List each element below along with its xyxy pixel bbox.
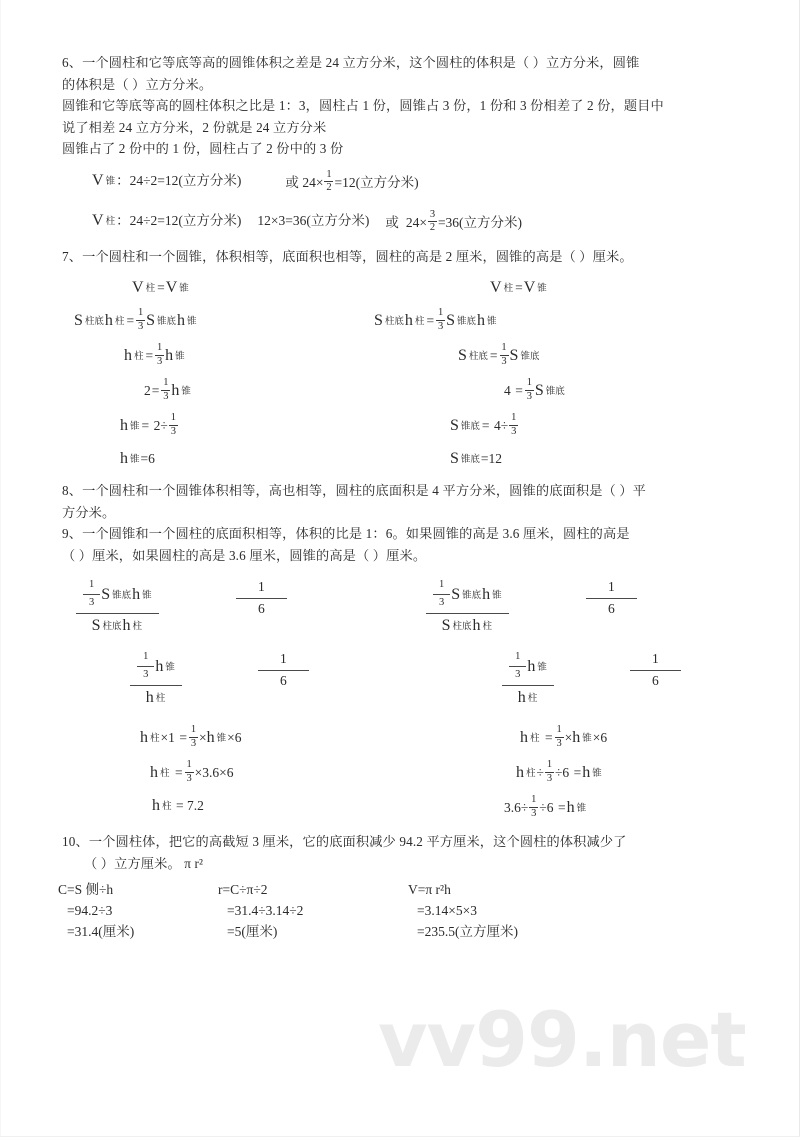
fraction-numerator: 1 <box>531 794 537 805</box>
q9-right-calc-3 <box>504 796 587 820</box>
fraction-numerator: 1 <box>170 412 176 423</box>
h-symbol: h <box>124 347 132 364</box>
h-symbol: h <box>104 312 113 329</box>
fraction-one-third <box>525 378 534 402</box>
multiply-term: ×6 <box>592 730 608 745</box>
equals-sign: = <box>515 280 523 295</box>
fraction-denominator: 3 <box>546 772 553 784</box>
q6-line-1: 6、一个圆柱和它等底等高的圆锥体积之差是 24 立方分米，这个圆柱的体积是（ ）立方分米，圆锥 <box>62 55 640 70</box>
s-symbol: S <box>446 312 455 329</box>
q6-line-5: 圆锥占了 2 份中的 1 份，圆柱占了 2 份中的 3 份 <box>62 141 344 156</box>
fraction-denominator <box>512 686 545 710</box>
colon: ： <box>116 172 130 188</box>
fraction-denominator: 2 <box>326 182 332 193</box>
q10-c2-line-3: =5(厘米) <box>227 924 278 939</box>
alt-suffix: =36(立方分米) <box>437 214 523 230</box>
fraction-denominator <box>140 686 173 710</box>
equals-sign: = <box>515 383 523 398</box>
q6-line-2: 的体积是（ ）立方分米。 <box>62 76 213 92</box>
v-subscript: 柱 <box>145 283 156 294</box>
s-symbol: S <box>374 312 383 329</box>
h-subscript: 锥 <box>186 316 197 327</box>
fraction-denominator: 3 <box>437 320 444 332</box>
q10-c1-line-1: C=S 侧÷h <box>58 882 114 897</box>
fraction-one-third <box>529 795 538 819</box>
q9-line-2: （ ）厘米，如果圆柱的高是 3.6 厘米，圆锥的高是（ ）厘米。 <box>62 547 427 563</box>
s-symbol: S <box>146 312 155 329</box>
v-subscript: 锥 <box>105 175 116 187</box>
fraction-numerator <box>426 577 509 613</box>
q10-column-2 <box>218 879 408 942</box>
fraction-numerator: 1 <box>143 651 149 662</box>
h-symbol: h <box>527 658 536 675</box>
h-symbol: h <box>165 347 174 364</box>
v-symbol: V <box>92 171 104 189</box>
result-value: = 7.2 <box>176 798 204 813</box>
q6-vcyl-row <box>62 208 747 235</box>
s-symbol: S <box>101 586 111 603</box>
v-subscript: 锥 <box>179 283 189 294</box>
problem-10 <box>58 831 747 942</box>
q7-right-eq-3 <box>458 344 540 368</box>
fraction-denominator <box>436 614 499 638</box>
fraction-denominator: 3 <box>186 772 192 784</box>
h-subscript: 锥 <box>175 351 185 362</box>
fraction-denominator: 3 <box>89 596 95 608</box>
s-subscript: 锥底 <box>545 386 565 397</box>
h-symbol: h <box>482 586 491 603</box>
fraction-denominator: 6 <box>608 600 615 616</box>
h-subscript: 锥 <box>181 386 191 397</box>
q7-right-eq-1 <box>490 278 548 298</box>
q7-row-3 <box>62 344 747 368</box>
h-subscript: 锥 <box>130 421 140 432</box>
q9-left-ratio2-fraction <box>130 649 182 710</box>
divide-sign: ÷ <box>536 765 544 780</box>
q10-line-2 <box>62 853 747 875</box>
fraction-one-third <box>161 378 170 402</box>
fraction-denominator: 3 <box>163 390 169 402</box>
fraction-numerator: 1 <box>258 579 265 594</box>
v-subscript: 柱 <box>105 215 116 227</box>
problem-6 <box>62 52 747 235</box>
equals-sign: = <box>481 418 490 433</box>
fraction-denominator: 3 <box>501 355 507 367</box>
h-subscript: 柱 <box>414 316 425 327</box>
h-subscript: 柱 <box>160 768 170 779</box>
q9-ratio-row-1 <box>62 577 747 638</box>
q7-right-eq-6 <box>450 449 502 469</box>
q7-row-1 <box>62 278 747 298</box>
fraction-numerator: 1 <box>163 377 169 388</box>
fraction-denominator: 3 <box>137 320 144 332</box>
s-symbol: S <box>458 347 467 364</box>
q6-vcyl-expr <box>92 211 241 231</box>
v-symbol: V <box>490 279 502 296</box>
s-subscript: 柱底 <box>84 316 104 327</box>
fraction-denominator: 6 <box>652 672 659 688</box>
q8-line-1: 8、一个圆柱和一个圆锥体积相等，高也相等，圆柱的底面积是 4 平方分米，圆锥的底面积是（ ）平 <box>62 483 646 498</box>
fraction-one-third <box>500 343 509 367</box>
h-symbol: h <box>517 689 526 706</box>
q9-left-ratio-fraction <box>76 577 159 638</box>
h-symbol: h <box>132 586 141 603</box>
q7-row-5 <box>62 414 747 438</box>
h-symbol: h <box>472 617 481 634</box>
q6-vcyl-value-1: 24÷2=12(立方分米) <box>129 212 242 228</box>
h-symbol: h <box>122 617 131 634</box>
fraction-one-third <box>555 725 564 749</box>
fraction-three-halves <box>428 210 437 234</box>
q6-vcone-expr <box>92 171 241 191</box>
h-symbol: h <box>582 764 591 781</box>
fraction-one-third <box>436 308 445 332</box>
q9-right-ratio-value <box>586 577 637 620</box>
h-symbol: h <box>176 312 185 329</box>
multiply-term: ×1 <box>160 730 175 745</box>
q7-row-2 <box>62 309 747 333</box>
q6-vcyl-value-2: 12×3=36(立方分米) <box>257 212 370 228</box>
problem-9 <box>62 523 747 820</box>
fraction-numerator: 1 <box>439 579 445 590</box>
q9-line-1: 9、一个圆锥和一个圆柱的底面积相等，体积的比是 1：6。如果圆锥的高是 3.6 厘米，圆柱的高是 <box>62 526 630 541</box>
v-subscript: 锥 <box>537 283 547 294</box>
h-subscript: 锥 <box>216 733 227 744</box>
equals-sign: = <box>545 730 553 745</box>
s-symbol: S <box>450 450 459 467</box>
equals-sign: = <box>151 383 160 398</box>
h-subscript: 锥 <box>130 454 140 465</box>
s-symbol: S <box>534 382 544 399</box>
h-subscript: 柱 <box>114 316 125 327</box>
q10-column-1 <box>58 879 218 942</box>
fraction-denominator: 3 <box>556 737 562 749</box>
v-symbol: V <box>165 279 178 296</box>
fraction-denominator: 6 <box>280 672 287 688</box>
fraction-numerator <box>76 577 159 613</box>
alt-suffix: =12(立方分米) <box>334 174 419 190</box>
h-subscript: 柱 <box>155 693 166 705</box>
h-symbol: h <box>520 729 528 746</box>
h-subscript: 柱 <box>527 693 538 705</box>
s-subscript: 锥底 <box>460 454 480 465</box>
q7-right-eq-5 <box>450 414 519 438</box>
equals-sign: = <box>489 348 498 363</box>
fraction-numerator: 1 <box>546 759 553 770</box>
fraction-one-third <box>155 343 164 367</box>
h-subscript: 锥 <box>592 768 602 779</box>
h-symbol: h <box>572 729 581 746</box>
s-subscript: 柱底 <box>102 621 122 633</box>
v-subscript: 柱 <box>503 283 514 294</box>
h-subscript: 柱 <box>150 733 160 744</box>
fraction-numerator: 1 <box>190 724 197 735</box>
h-subscript: 锥 <box>486 316 497 327</box>
q10-calculations <box>58 879 747 942</box>
fraction-one-third <box>137 650 154 682</box>
q7-left-eq-2 <box>74 309 198 333</box>
colon: ： <box>116 212 130 228</box>
q7-left-eq-6 <box>120 449 155 469</box>
equals-sign: = <box>426 313 435 328</box>
q9-left-calc-2 <box>150 761 234 785</box>
result-value: =6 <box>140 451 155 466</box>
v-symbol: V <box>92 211 104 229</box>
s-symbol: S <box>509 347 519 364</box>
q10-column-3 <box>408 879 628 942</box>
s-subscript: 锥底 <box>460 421 480 432</box>
fraction-numerator: 1 <box>437 307 444 318</box>
q9-right-ratio2-fraction <box>502 649 554 710</box>
q7-line-1: 7、一个圆柱和一个圆锥，体积相等，底面积也相等，圆柱的高是 2 厘米，圆锥的高是（ ）厘米。 <box>62 248 633 264</box>
fraction-numerator: 1 <box>511 412 517 423</box>
fraction-numerator: 1 <box>556 724 562 735</box>
equals-sign: = <box>175 765 183 780</box>
q10-c1-line-2: =94.2÷3 <box>67 903 113 918</box>
fraction-bar <box>433 594 450 595</box>
h-symbol: h <box>404 312 413 329</box>
fraction-numerator <box>502 649 554 685</box>
s-subscript: 柱底 <box>452 621 472 633</box>
fraction-one-third <box>509 650 526 682</box>
q10-c3-line-3: =235.5(立方厘米) <box>417 924 518 939</box>
equals-sign: = <box>157 280 165 295</box>
divide-term: ÷6 <box>554 765 570 780</box>
h-subscript: 锥 <box>582 733 592 744</box>
q6-vcone-alt <box>285 168 419 195</box>
equals-sign: = <box>141 418 150 433</box>
q6-vcone-row <box>62 168 747 195</box>
q7-right-eq-4 <box>504 379 566 403</box>
watermark-text: vv99.net <box>378 995 746 1084</box>
q7-row-6 <box>62 449 747 469</box>
fraction-one-half <box>324 170 333 194</box>
fraction-denominator: 3 <box>439 596 445 608</box>
fraction-one-third <box>136 308 145 332</box>
result-value: =12 <box>480 451 503 466</box>
constant-value: 2 <box>144 383 151 398</box>
q7-row-4 <box>62 379 747 403</box>
fraction-one-third <box>433 578 450 610</box>
s-subscript: 锥底 <box>456 316 476 327</box>
q10-c2-line-1: r=C÷π÷2 <box>218 882 268 897</box>
h-symbol: h <box>566 799 575 816</box>
fraction-numerator: 1 <box>326 168 332 180</box>
h-subscript: 柱 <box>162 801 172 812</box>
h-symbol: h <box>140 729 148 746</box>
fraction-numerator: 1 <box>515 651 521 662</box>
fraction-numerator: 1 <box>89 579 95 590</box>
q7-left-eq-4 <box>144 379 192 403</box>
q7-left-eq-3 <box>124 344 186 368</box>
alt-word: 或 <box>385 214 399 230</box>
fraction-bar <box>509 666 526 667</box>
equals-sign: = <box>126 313 135 328</box>
problem-8 <box>62 480 747 523</box>
q10-c3-line-1: V=π r²h <box>408 882 451 897</box>
fraction-numerator: 1 <box>157 342 163 353</box>
divide-expression: 4÷ <box>494 418 509 433</box>
fraction-one-third <box>509 413 518 437</box>
q9-calc-row-2 <box>62 761 747 785</box>
fraction-one-third <box>189 725 198 749</box>
h-symbol: h <box>150 764 158 781</box>
q9-ratio-row-2 <box>62 649 747 710</box>
fraction-denominator: 3 <box>157 355 163 367</box>
q7-right-eq-2 <box>374 309 498 333</box>
fraction-one-third <box>83 578 100 610</box>
fraction-denominator: 3 <box>190 737 197 749</box>
v-symbol: V <box>523 279 536 296</box>
fraction-bar <box>137 666 154 667</box>
multiply-sign: × <box>564 730 573 745</box>
fraction-numerator: 1 <box>608 579 615 594</box>
q9-left-ratio-value <box>236 577 287 620</box>
h-subscript: 柱 <box>132 621 143 633</box>
alt-prefix: 24× <box>405 214 427 230</box>
constant-value: 4 <box>504 383 511 398</box>
q9-left-calc-3 <box>152 796 204 816</box>
s-symbol: S <box>74 312 83 329</box>
s-symbol: S <box>441 617 451 634</box>
equals-sign: = <box>179 730 188 745</box>
s-subscript: 锥底 <box>462 590 482 602</box>
h-subscript: 锥 <box>165 662 175 674</box>
q9-calc-row-1 <box>62 726 747 750</box>
fraction-denominator: 3 <box>143 668 149 680</box>
h-symbol: h <box>516 764 524 781</box>
divide-expression: 2÷ <box>153 418 168 433</box>
q9-right-ratio2-value <box>630 649 681 692</box>
fraction-numerator: 1 <box>501 342 507 353</box>
q10-answer-blank: （ ）立方厘米。 <box>84 855 181 871</box>
fraction-denominator: 6 <box>258 600 265 616</box>
q6-line-3: 圆锥和它等底等高的圆柱体积之比是 1：3，圆柱占 1 份，圆锥占 3 份，1 份和 3 份相差了 2 份，题目中 <box>62 98 664 113</box>
q8-line-2: 方分米。 <box>62 504 116 520</box>
s-subscript: 锥底 <box>156 316 176 327</box>
h-symbol: h <box>120 417 128 434</box>
constant-value: 3.6÷ <box>504 800 529 815</box>
q9-left-ratio2-value <box>258 649 309 692</box>
v-symbol: V <box>132 279 144 296</box>
h-symbol: h <box>171 382 180 399</box>
q9-left-calc-1 <box>140 726 242 750</box>
h-subscript: 柱 <box>530 733 540 744</box>
s-subscript: 锥底 <box>520 351 540 362</box>
alt-prefix: 24× <box>302 174 324 190</box>
q7-left-eq-5 <box>120 414 179 438</box>
equals-sign: = <box>573 765 582 780</box>
h-subscript: 锥 <box>142 590 152 602</box>
h-symbol: h <box>145 689 154 706</box>
s-symbol: S <box>451 586 461 603</box>
fraction-denominator: 2 <box>429 222 436 233</box>
fraction-bar <box>83 594 100 595</box>
h-subscript: 柱 <box>526 768 536 779</box>
equals-sign: = <box>145 348 154 363</box>
h-symbol: h <box>152 797 160 814</box>
fraction-denominator: 3 <box>511 425 517 437</box>
q6-line-4: 说了相差 24 立方分米，2 份就是 24 立方分米 <box>62 119 327 135</box>
h-symbol: h <box>120 450 128 467</box>
q10-formula-hint: π r² <box>184 855 204 871</box>
h-subscript: 锥 <box>576 803 587 814</box>
problem-7 <box>62 246 747 470</box>
h-subscript: 锥 <box>492 590 502 602</box>
fraction-numerator: 1 <box>137 307 144 318</box>
alt-word: 或 <box>285 174 299 190</box>
fraction-numerator: 1 <box>186 759 192 770</box>
h-symbol: h <box>155 658 164 675</box>
h-symbol: h <box>206 729 215 746</box>
fraction-denominator: 3 <box>170 425 176 437</box>
q9-right-ratio-fraction <box>426 577 509 638</box>
fraction-one-third <box>169 413 178 437</box>
equals-sign: = <box>557 800 566 815</box>
q10-c3-line-2: =3.14×5×3 <box>417 903 477 918</box>
q10-c1-line-3: =31.4(厘米) <box>67 924 135 939</box>
s-subscript: 锥底 <box>112 590 132 602</box>
multiply-term: ×6 <box>227 730 242 745</box>
fraction-denominator <box>86 614 149 638</box>
fraction-numerator <box>130 649 182 685</box>
fraction-numerator: 1 <box>652 651 659 666</box>
fraction-numerator: 3 <box>429 208 436 220</box>
h-subscript: 柱 <box>134 351 144 362</box>
q9-right-calc-1 <box>520 726 607 750</box>
s-symbol: S <box>450 417 459 434</box>
multiply-sign: × <box>199 730 207 745</box>
fraction-denominator: 3 <box>526 390 532 402</box>
fraction-denominator: 3 <box>515 668 521 680</box>
fraction-numerator: 1 <box>280 651 287 666</box>
fraction-numerator: 1 <box>526 377 532 388</box>
multiply-term: ×3.6×6 <box>194 765 234 780</box>
fraction-one-third <box>185 760 194 784</box>
q9-calc-row-3 <box>62 796 747 820</box>
q6-vcyl-alt <box>385 208 523 235</box>
h-subscript: 柱 <box>482 621 493 633</box>
q10-c2-line-2: =31.4÷3.14÷2 <box>227 903 304 918</box>
fraction-denominator: 3 <box>531 807 537 819</box>
h-symbol: h <box>476 312 485 329</box>
h-subscript: 锥 <box>537 662 547 674</box>
divide-term: ÷6 <box>539 800 554 815</box>
q9-right-calc-2 <box>516 761 603 785</box>
s-subscript: 柱底 <box>468 351 488 362</box>
s-symbol: S <box>91 617 101 634</box>
q10-line-1: 10、一个圆柱体，把它的高截短 3 厘米，它的底面积减少 94.2 平方厘米，这个圆柱的体积减少了 <box>62 834 627 849</box>
q7-left-eq-1 <box>132 278 190 298</box>
s-subscript: 柱底 <box>384 316 404 327</box>
fraction-one-third <box>545 760 554 784</box>
q6-vcone-value: 24÷2=12(立方分米) <box>129 172 242 188</box>
